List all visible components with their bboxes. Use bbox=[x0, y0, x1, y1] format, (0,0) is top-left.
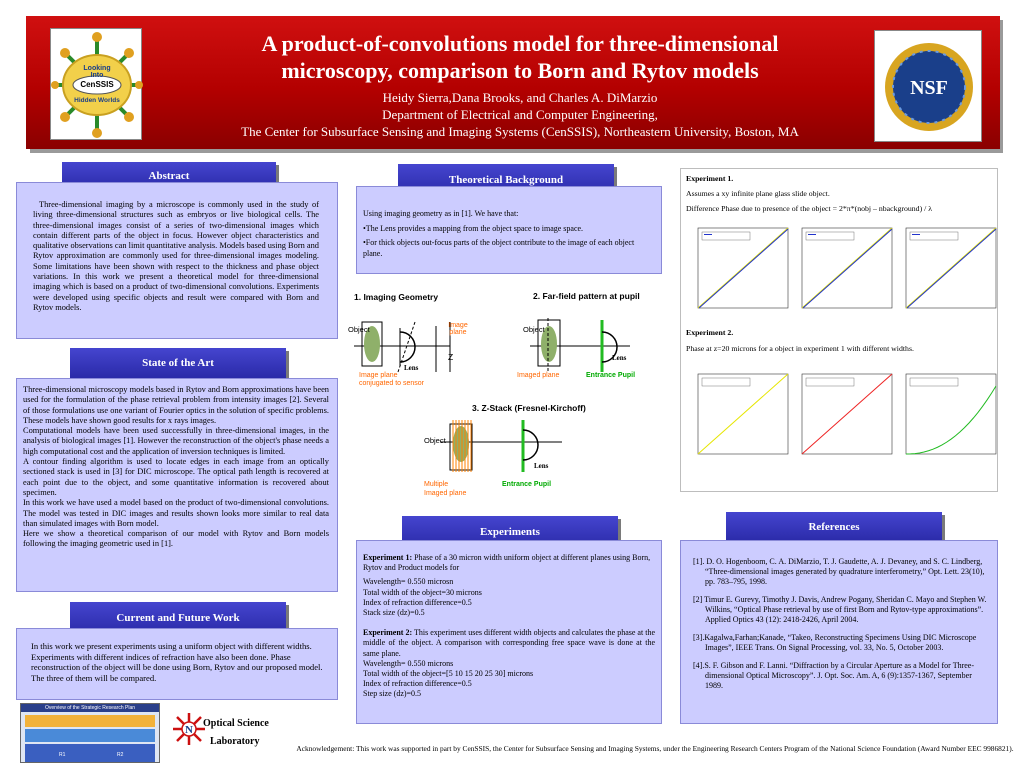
nsf-logo-graphic bbox=[875, 31, 983, 143]
optics-diagram-graphic bbox=[340, 282, 680, 502]
d3-object-label: Object bbox=[424, 436, 446, 445]
center-affiliation: The Center for Subsurface Sensing and Imaging Systems (CenSSIS), Northeastern University, Boston, MA bbox=[241, 124, 799, 139]
optical-lab-logo bbox=[172, 712, 206, 746]
current-work-panel bbox=[16, 628, 338, 700]
state-of-art-p4: In this work we have used a model based on the product of two-dimensional convolutions. The model was tested in DIC images and results shown looks more similar to real data than simulated images with Born model. bbox=[23, 498, 329, 528]
state-of-art-p5: Here we show a theoretical comparison of our model with Rytov and Born models following the imaging geometric used in [1]. bbox=[23, 529, 329, 549]
logo-name-text: CenSSIS bbox=[80, 80, 114, 89]
d1-lens-label: Lens bbox=[404, 364, 419, 372]
plan-band-2 bbox=[25, 729, 155, 742]
optics-diagram bbox=[340, 282, 680, 502]
theory-heading: Theoretical Background bbox=[398, 164, 614, 196]
theory-l3: •For thick objects out-focus parts of the object contribute to the image of each object plane. bbox=[363, 238, 635, 258]
plan-band-3 bbox=[25, 744, 155, 762]
experiments-panel bbox=[356, 540, 662, 724]
reference-3: [3].Kagalwa,Farhan;Kanade, “Takeo, Reconstructing Specimens Using DIC Microscope Images”, IEEE Trans. On Signal Processing, vol. 33, No. 5, October 2003. bbox=[693, 633, 977, 652]
title-line-1: A product-of-convolutions model for three-dimensional bbox=[261, 31, 779, 56]
exp2-desc: This experiment uses different width objects and calculates the phase at the middle of the object. A comparison with corresponding free space wave is done at the same plane. bbox=[363, 628, 655, 658]
svg-text:N: N bbox=[185, 724, 193, 736]
results-e1-l1: Assumes a xy infinite plane glass slide object. bbox=[686, 189, 830, 198]
optical-lab-line2: Laboratory bbox=[210, 736, 260, 747]
results-e1-l2: Difference Phase due to presence of the object = 2*π*(nobj – nbackground) / λ bbox=[686, 204, 933, 213]
strategic-plan-image bbox=[20, 703, 160, 763]
strategic-plan-title: Overview of the Strategic Research Plan bbox=[21, 704, 159, 712]
exp1-line-2: Index of refraction difference=0.5 bbox=[363, 597, 472, 607]
theory-l2: •The Lens provides a mapping from the object space to image space. bbox=[363, 223, 584, 233]
nsf-logo bbox=[874, 30, 982, 142]
optical-lab-line1: Optical Science bbox=[203, 718, 269, 729]
reference-1: [1]. D. O. Hogenboom, C. A. DiMarzio, T. J. Gaudette, A. J. Devaney, and S. C. Lindberg, “Three-dimensional images generated by quadrature interferometry,” Opt. Lett. 23(10), pp. 783–795, 1998. bbox=[693, 557, 985, 586]
d1-image-plane-label: Image plane bbox=[448, 322, 468, 336]
nsf-logo-text: NSF bbox=[910, 77, 948, 99]
state-of-art-panel bbox=[16, 378, 338, 592]
state-of-art-p2: Computational models have been used successfully in three-dimensional images, in the analysis of biological images [1]. However the reconstruction of the object's phase needs a high computational cost and the application of inversion techniques is limited. bbox=[23, 426, 329, 456]
d1-z-label: Z bbox=[448, 352, 454, 362]
state-of-art-p1: Three-dimensional microscopy models based in Rytov and Born approximations have been used for the formulation of the phase retrieval problem from intensity images [2]. Several of those formulations use one variant of Fourier optics in the solution of specific problems. These models have shown good results for x rays images. bbox=[23, 385, 329, 425]
diagram-title-imaging: 1. Imaging Geometry bbox=[354, 292, 439, 302]
d1-object-label: Object bbox=[348, 325, 370, 334]
abstract-text: Three-dimensional imaging by a microscope is commonly used in the study of living three-dimensional structures such as embryos or live biological cells. The three-dimensional images consist of a series of two-dimensional images which contain different parts of the object in focus. However object characteristics and qualitative observations can limit quantitative analysis. Models based using Born and Rytov approximation are commonly used for three-dimensional images modeling. Some limitations have been shown with respect to the thickness and phase object variations. In this work we present a theoretical model for three-dimensional imaging which is based on a product of two-dimensional convolutions. Experiments were developed using specific objects and result were compared with Born and Rytov models. bbox=[33, 200, 319, 312]
current-work-text: In this work we present experiments using a uniform object with different widths. Experiments with different indices of refraction have also been done. Phase reconstruction of the object will be done using Born, Rytov and our proposed model. The three of them will be compared. bbox=[31, 641, 323, 683]
censsis-logo bbox=[50, 28, 142, 140]
result-plot-3 bbox=[906, 228, 996, 308]
authors: Heidy Sierra,Dana Brooks, and Charles A. DiMarzio bbox=[382, 90, 658, 105]
references-heading: References bbox=[726, 512, 942, 542]
logo-top-text: Looking Into bbox=[83, 65, 111, 79]
department: Department of Electrical and Computer Engineering, bbox=[382, 107, 658, 122]
exp2-label: Experiment 2: bbox=[363, 628, 413, 638]
d3-entrance-pupil-label: Entrance Pupil bbox=[502, 481, 552, 488]
results-e1-title: Experiment 1. bbox=[686, 174, 734, 183]
result-plot-6 bbox=[906, 374, 996, 454]
exp1-line-1: Total width of the object=30 microns bbox=[363, 587, 482, 597]
exp2-line-1: Total width of the object=[5 10 15 20 25 30] microns bbox=[363, 669, 534, 679]
d2-imaged-plane-label: Imaged plane bbox=[517, 372, 560, 379]
current-work-heading: Current and Future Work bbox=[70, 602, 286, 634]
d3-lens-label: Lens bbox=[534, 462, 549, 470]
d2-lens-label: Lens bbox=[612, 354, 627, 362]
result-plot-5 bbox=[802, 374, 892, 454]
exp2-line-2: Index of refraction difference=0.5 bbox=[363, 679, 472, 689]
exp1-desc: Phase of a 30 micron width uniform object at different planes using Born, Rytov and Product models for bbox=[363, 553, 651, 573]
acknowledgement: Acknowledgement: This work was supported in part by CenSSIS, the Center for Subsurface Sensing and Imaging Systems, under the Engineering Research Centers Program of the National Science Foundation (Award Number EEC 9986821). bbox=[296, 744, 1014, 753]
diagram-title-zstack: 3. Z-Stack (Fresnel-Kirchoff) bbox=[472, 403, 586, 413]
exp1-label: Experiment 1: bbox=[363, 553, 413, 562]
result-plot-4 bbox=[698, 374, 788, 454]
d1-image-plane-conj-label: Image plane conjugated to sensor bbox=[359, 372, 424, 387]
exp2-line-3: Step size (dz)=0.5 bbox=[363, 689, 422, 699]
d2-object-label: Object bbox=[523, 325, 545, 334]
logo-bottom-text: Hidden Worlds bbox=[74, 97, 120, 104]
experiments-heading: Experiments bbox=[402, 516, 618, 548]
title-line-2: microscopy, comparison to Born and Rytov models bbox=[281, 58, 759, 83]
results-e2-title: Experiment 2. bbox=[686, 328, 734, 337]
page-title bbox=[150, 30, 890, 84]
d3-multiple-label: Multiple Imaged plane bbox=[424, 481, 467, 497]
references-panel bbox=[680, 540, 998, 724]
d2-entrance-pupil-label: Entrance Pupil bbox=[586, 372, 636, 379]
diagram-title-farfield: 2. Far-field pattern at pupil bbox=[533, 291, 640, 301]
theory-panel bbox=[356, 186, 662, 274]
state-of-art-heading: State of the Art bbox=[70, 348, 286, 378]
results-plots bbox=[680, 168, 998, 492]
theory-l1: Using imaging geometry as in [1]. We have that: bbox=[363, 209, 519, 218]
plan-r2: R2 bbox=[117, 752, 124, 758]
result-plot-1 bbox=[698, 228, 788, 308]
abstract-panel bbox=[16, 182, 338, 339]
results-e2-l1: Phase at z=20 microns for a object in experiment 1 with different widths. bbox=[686, 344, 914, 353]
reference-2: [2] Timur E. Gurevy, Timothy J. Davis, Andrew Pogany, Sheridan C. Mayo and Stephen W. Wilkins, “Optical Phase retrieval by use of first Born and Rytov-type approximations”. Applied Optics 43 (12): 2418-2426, April 2004. bbox=[693, 595, 987, 624]
plan-r1: R1 bbox=[59, 752, 66, 758]
reference-4: [4].S. F. Gibson and F. Lanni. “Diffraction by a Circular Aperture as a Model for Three-dimensional Optical Microscopy”. J. Opt. Soc. Am. A, 6 (9):1357-1367, September 1989. bbox=[693, 661, 975, 690]
exp2-line-0: Wavelength= 0.550 microns bbox=[363, 658, 454, 668]
exp1-line-0: Wavelength= 0.550 microsn bbox=[363, 577, 454, 587]
exp1-text bbox=[363, 553, 655, 573]
abstract-heading: Abstract bbox=[62, 162, 276, 190]
optical-lab-icon bbox=[172, 712, 206, 746]
state-of-art-p3: A contour finding algorithm is used to locate edges in each image from an optically sectioned stack is used in [3] for DIC microscope. The optical path length is recovered at each point due to the object, and some quantitative information is recovered about specimen. bbox=[23, 457, 329, 497]
plan-band-1 bbox=[25, 715, 155, 727]
result-plot-2 bbox=[802, 228, 892, 308]
exp1-line-3: Stack size (dz)=0.5 bbox=[363, 608, 425, 618]
exp2-text bbox=[363, 628, 655, 659]
